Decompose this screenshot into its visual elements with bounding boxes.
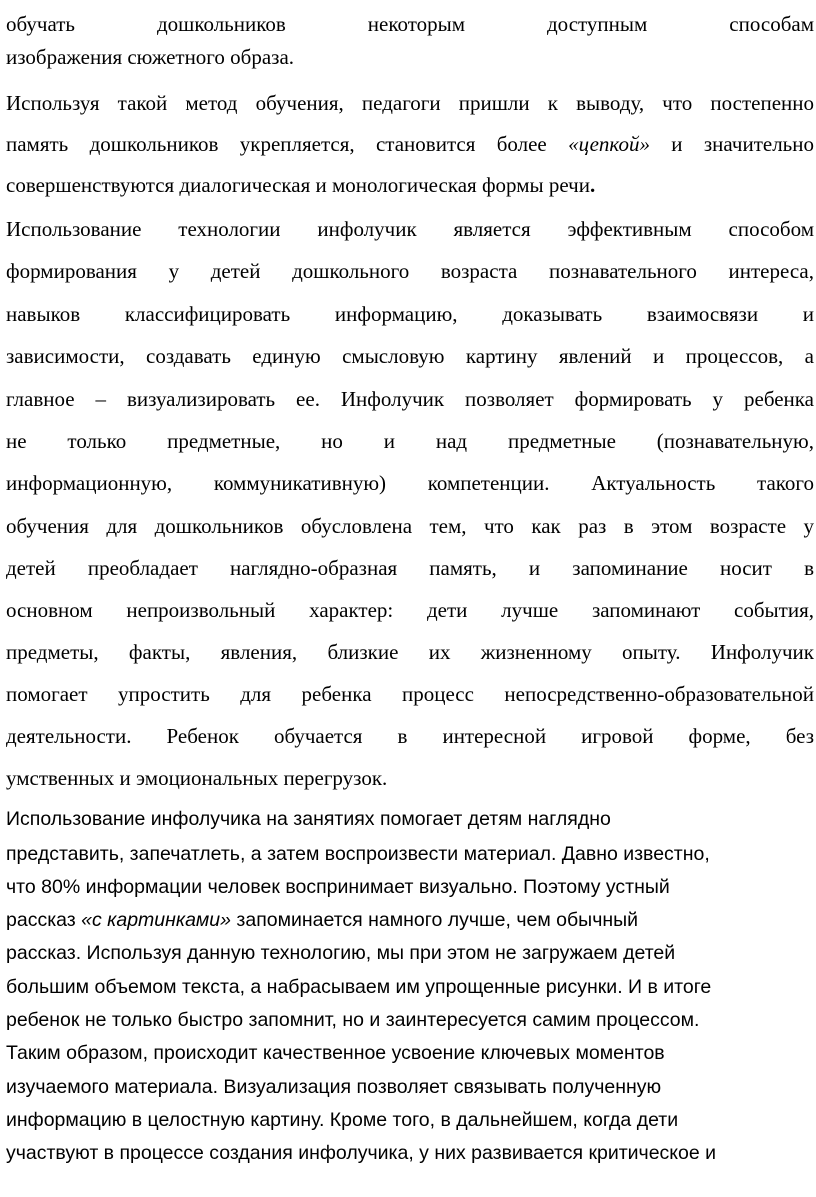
paragraph-3-line-6: не только предметные, но и над предметные (познавательную, xyxy=(6,429,814,453)
paragraph-4-italic-phrase: «с картинками» xyxy=(81,909,231,931)
paragraph-1-line-1: обучать дошкольников некоторым доступным способам xyxy=(6,12,814,36)
paragraph-3-line-9: детей преобладает наглядно-образная память, и запоминание носит в xyxy=(6,556,814,580)
paragraph-4-line-3: что 80% информации человек воспринимает визуально. Поэтому устный xyxy=(6,876,670,898)
paragraph-3-line-5: главное – визуализировать ее. Инфолучик позволяет формировать у ребенка xyxy=(6,387,814,411)
paragraph-4-line-4 xyxy=(6,909,814,932)
paragraph-3-line-10: основном непроизвольный характер: дети лучше запоминают события, xyxy=(6,598,814,622)
paragraph-3-line-7: информационную, коммуникативную) компетенции. Актуальность такого xyxy=(6,471,814,495)
paragraph-3-line-3: навыков классифицировать информацию, доказывать взаимосвязи и xyxy=(6,302,814,326)
paragraph-3-line-2: формирования у детей дошкольного возраста познавательного интереса, xyxy=(6,259,814,283)
paragraph-3-line-12: помогает упростить для ребенка процесс непосредственно-образовательной xyxy=(6,682,814,706)
paragraph-3-line-1: Использование технологии инфолучик является эффективным способом xyxy=(6,217,814,241)
paragraph-4-line-8: Таким образом, происходит качественное усвоение ключевых моментов xyxy=(6,1042,665,1064)
paragraph-2-line-2-text-b: и значительно xyxy=(649,132,814,156)
paragraph-2-line-3-period: . xyxy=(589,173,596,197)
paragraph-3-line-4: зависимости, создавать единую смысловую картину явлений и процессов, а xyxy=(6,344,814,368)
paragraph-2-line-3-text: совершенствуются диалогическая и монологическая формы речи xyxy=(6,173,590,197)
paragraph-4-line-5: рассказ. Используя данную технологию, мы при этом не загружаем детей xyxy=(6,942,676,964)
paragraph-4-line-2: представить, запечатлеть, а затем воспроизвести материал. Давно известно, xyxy=(6,843,710,865)
paragraph-4-line-4-text-b: запоминается намного лучше, чем обычный xyxy=(230,909,639,931)
paragraph-4-line-7: ребенок не только быстро запомнит, но и заинтересуется самим процессом. xyxy=(6,1009,700,1031)
paragraph-4-line-9: изучаемого материала. Визуализация позволяет связывать полученную xyxy=(6,1076,662,1098)
paragraph-3-line-11: предметы, факты, явления, близкие их жизненному опыту. Инфолучик xyxy=(6,640,814,664)
paragraph-2-line-2-text-a: память дошкольников укрепляется, становится более xyxy=(6,132,569,156)
paragraph-2-line-2 xyxy=(6,132,814,157)
paragraph-4-line-1: Использование инфолучика на занятиях помогает детям наглядно xyxy=(6,808,611,830)
paragraph-3-line-8: обучения для дошкольников обусловлена тем, что как раз в этом возрасте у xyxy=(6,514,814,538)
paragraph-3-line-14: умственных и эмоциональных перегрузок. xyxy=(6,766,388,790)
paragraph-1-line-2: изображения сюжетного образа. xyxy=(6,45,295,69)
paragraph-3-line-13: деятельности. Ребенок обучается в интересной игровой форме, без xyxy=(6,724,814,748)
paragraph-4-line-11: участвуют в процессе создания инфолучика, у них развивается критическое и xyxy=(6,1142,717,1164)
paragraph-2-italic-phrase: «цепкой» xyxy=(568,132,650,156)
paragraph-2-line-1: Используя такой метод обучения, педагоги пришли к выводу, что постепенно xyxy=(6,91,814,115)
paragraph-4-line-6: большим объемом текста, а набрасываем им упрощенные рисунки. И в итоге xyxy=(6,976,712,998)
paragraph-2-line-3 xyxy=(6,173,814,198)
paragraph-4-line-4-text-a: рассказ xyxy=(6,909,82,931)
paragraph-4-line-10: информацию в целостную картину. Кроме того, в дальнейшем, когда дети xyxy=(6,1109,679,1131)
